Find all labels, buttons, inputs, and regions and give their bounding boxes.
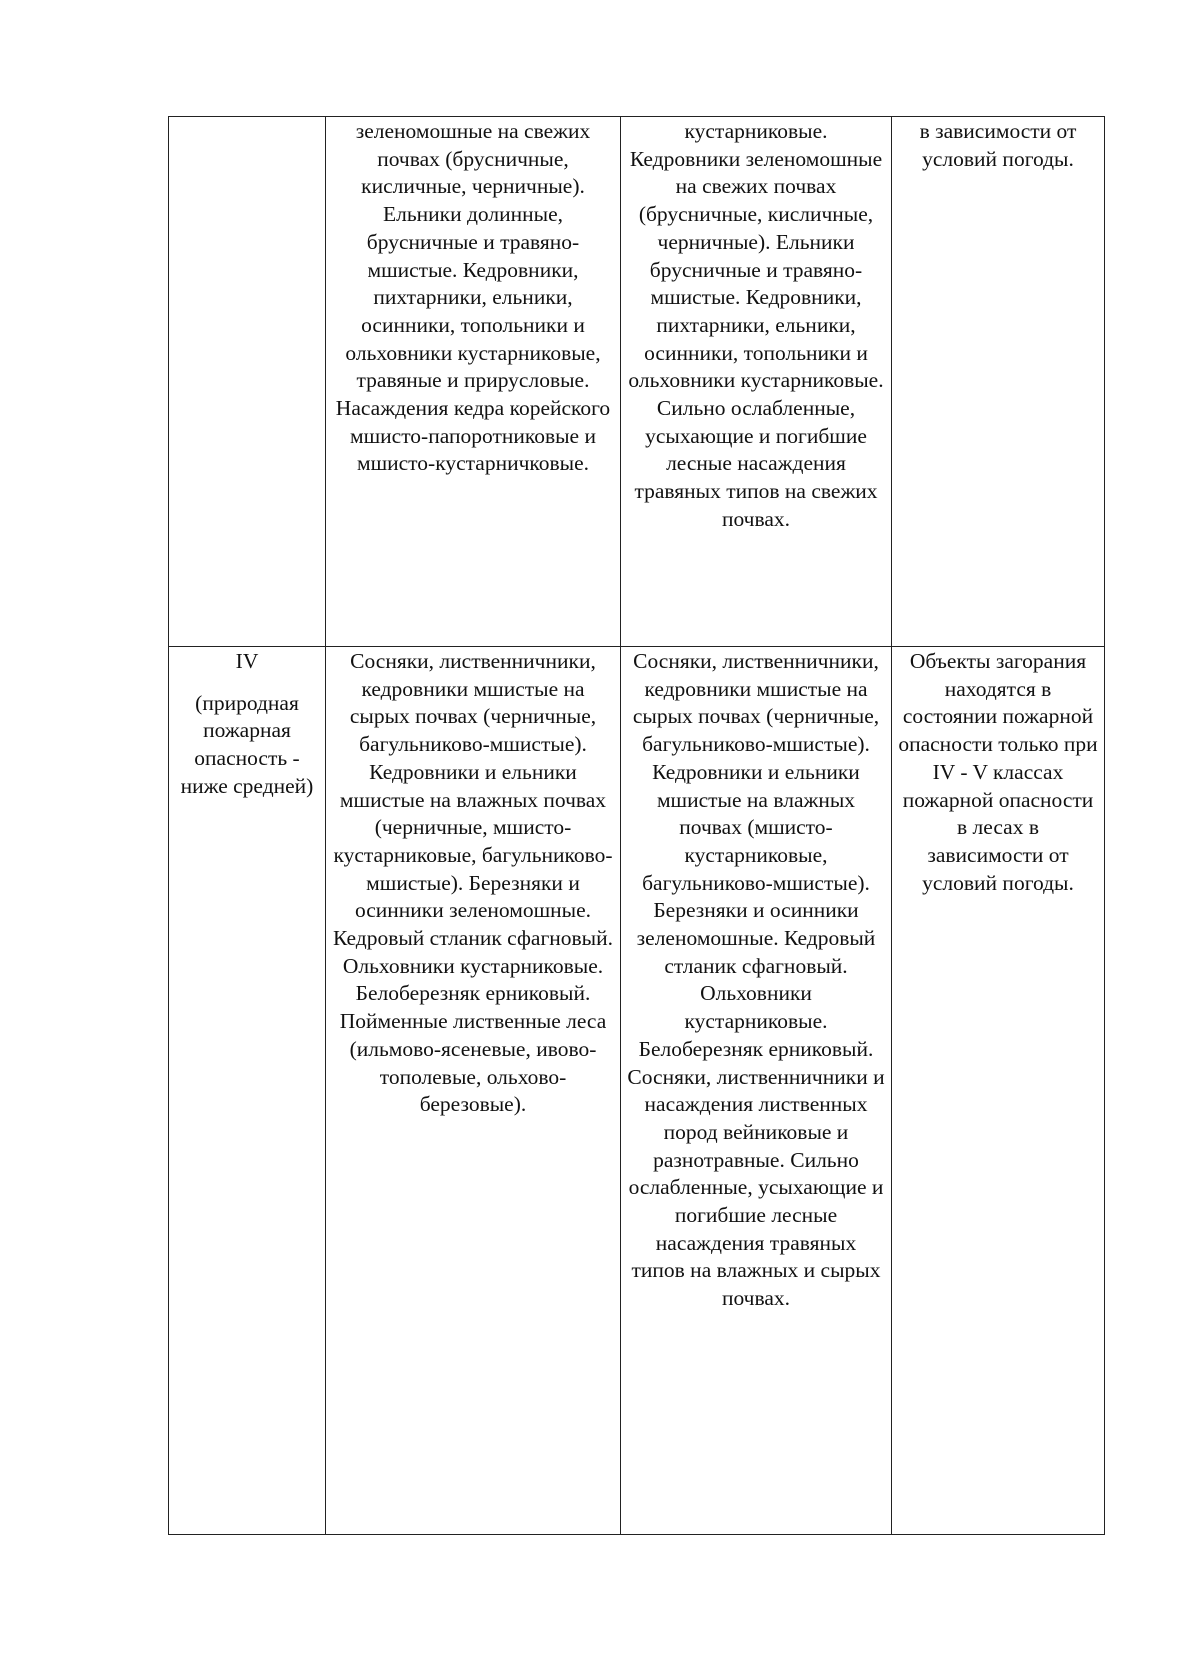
fire-conditions-cell	[892, 117, 1105, 647]
table-row	[169, 117, 1105, 647]
fire-hazard-table	[168, 116, 1105, 1535]
forest-types-extended-text: кустарниковые. Кедровники зеленомошные на свежих почвах (брусничные, кисличные, черничные). Ельники брусничные и травяно-мшистые. Кедровники, пихтарники, ельники, осинники, топольники и ольховники кустарниковые. Сильно ослабленные, усыхающие и погибшие лесные насаждения травяных типов на свежих почвах.	[628, 119, 884, 531]
forest-types-extended-cell	[621, 647, 892, 1535]
fire-conditions-cell	[892, 647, 1105, 1535]
fire-conditions-text: в зависимости от условий погоды.	[919, 119, 1077, 171]
forest-types-cell	[326, 117, 621, 647]
fire-conditions-text: Объекты загорания находятся в состоянии пожарной опасности только при IV - V классах пожарной опасности в лесах в зависимости от условий погоды.	[898, 649, 1098, 895]
hazard-class-cell	[169, 647, 326, 1535]
forest-types-cell	[326, 647, 621, 1535]
forest-types-text: Сосняки, лиственничники, кедровники мшистые на сырых почвах (черничные, багульниково-мшистые). Кедровники и ельники мшистые на влажных почвах (черничные, мшисто-кустарниковые, багульниково-мшистые). Березняки и осинники зеленомошные. Кедровый стланик сфагновый. Ольховники кустарниковые. Белоберезняк ерниковый. Пойменные лиственные леса (ильмово-ясеневые, ивово-тополевые, ольхово-березовые).	[332, 649, 614, 1117]
forest-types-text: зеленомошные на свежих почвах (брусничные, кисличные, черничные). Ельники долинные, брусничные и травяно-мшистые. Кедровники, пихтарники, ельники, осинники, топольники и ольховники кустарниковые, травяные и прирусловые. Насаждения кедра корейского мшисто-папоротниковые и мшисто-кустарничковые.	[335, 119, 611, 476]
hazard-class-number: IV	[235, 649, 259, 673]
forest-types-extended-cell	[621, 117, 892, 647]
table-row	[169, 647, 1105, 1535]
hazard-class-description: (природная пожарная опасность - ниже средней)	[180, 690, 314, 798]
hazard-class-cell	[169, 117, 326, 647]
forest-types-extended-text: Сосняки, лиственничники, кедровники мшистые на сырых почвах (черничные, багульниково-мшистые). Кедровники и ельники мшистые на влажных почвах (мшисто-кустарниковые, багульниково-мшистые). Березняки и осинники зеленомошные. Кедровый стланик сфагновый. Ольховники кустарниковые. Белоберезняк ерниковый. Сосняки, лиственничники и насаждения лиственных пород вейниковые и разнотравные. Сильно ослабленные, усыхающие и погибшие лесные насаждения травяных типов на влажных и сырых почвах.	[627, 649, 885, 1311]
